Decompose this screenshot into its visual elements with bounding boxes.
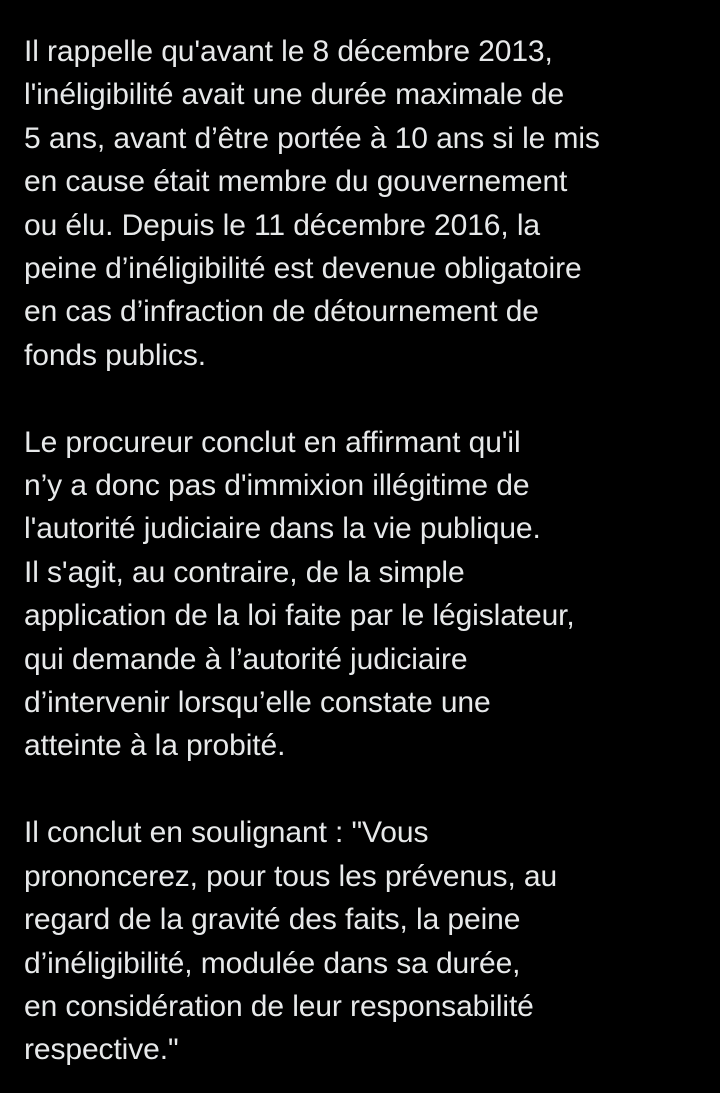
text-line: ou élu. Depuis le 11 décembre 2016, la bbox=[24, 208, 540, 242]
text-line: en considération de leur responsabilité bbox=[24, 989, 534, 1023]
text-line: Il rappelle qu'avant le 8 décembre 2013, bbox=[24, 35, 553, 68]
text-line: qui demande à l’autorité judiciaire bbox=[24, 642, 468, 676]
text-line: en cas d’infraction de détournement de bbox=[24, 295, 539, 329]
text-line: Le procureur conclut en affirmant qu'il bbox=[24, 425, 521, 459]
text-line: atteinte à la probité. bbox=[24, 729, 286, 763]
text-line: peine d’inéligibilité est devenue obligatoire bbox=[24, 252, 582, 286]
text-line: l'inéligibilité avait une durée maximale de bbox=[24, 78, 565, 112]
post-text bbox=[24, 30, 714, 1072]
text-line: Il conclut en soulignant : "Vous bbox=[24, 816, 429, 850]
paragraph bbox=[24, 30, 714, 377]
text-line: en cause était membre du gouvernement bbox=[24, 165, 568, 199]
text-line: l'autorité judiciaire dans la vie publique. bbox=[24, 512, 541, 546]
text-line: Il s'agit, au contraire, de la simple bbox=[24, 555, 465, 589]
text-line: prononcerez, pour tous les prévenus, au bbox=[24, 859, 558, 893]
text-line: application de la loi faite par le législateur, bbox=[24, 599, 575, 633]
text-line: d’intervenir lorsqu’elle constate une bbox=[24, 686, 491, 720]
text-line: n’y a donc pas d'immixion illégitime de bbox=[24, 469, 530, 503]
paragraph bbox=[24, 421, 714, 768]
text-line: 5 ans, avant d’être portée à 10 ans si le mis bbox=[24, 121, 600, 155]
text-line: regard de la gravité des faits, la peine bbox=[24, 903, 521, 937]
text-line: fonds publics. bbox=[24, 338, 207, 372]
paragraph bbox=[24, 811, 714, 1071]
text-line: d’inéligibilité, modulée dans sa durée, bbox=[24, 946, 521, 980]
text-line: respective." bbox=[24, 1033, 179, 1067]
